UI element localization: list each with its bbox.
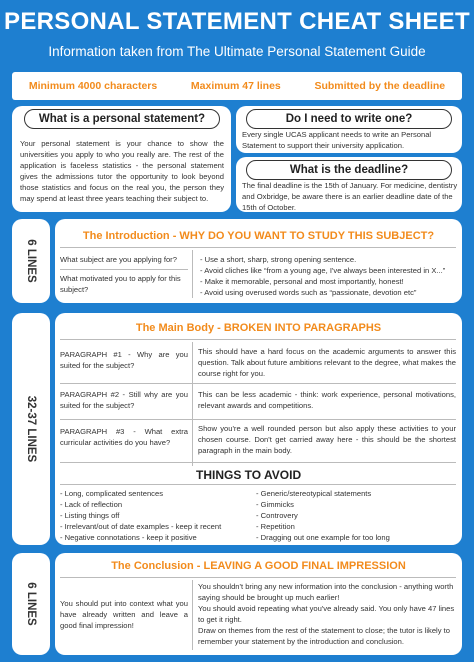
divider: [60, 484, 456, 485]
main-body-heading: The Main Body - BROKEN INTO PARAGRAPHS: [135, 322, 382, 334]
paragraph-3-label: PARAGRAPH #3 - What extra curricular activities do you have?: [60, 427, 188, 447]
conclusion-lines-label: 6 LINES: [25, 582, 37, 626]
divider: [60, 577, 456, 578]
intro-lines-label: 6 LINES: [25, 239, 37, 283]
divider: [60, 339, 456, 340]
need-to-write-body: Every single UCAS applicant needs to write an Personal Statement to support their university application.: [242, 130, 432, 150]
deadline-body: The final deadline is the 15th of January. For medicine, dentistry and Oxbridge, be aware there is an earlier deadline date of the 15th of October.: [242, 181, 458, 212]
list-item: - Gimmicks: [256, 500, 294, 509]
introduction-heading: The Introduction - WHY DO YOU WANT TO STUDY THIS SUBJECT?: [82, 230, 435, 242]
main-body-lines-label: 32-37 LINES: [25, 395, 37, 463]
paragraph-1-text: This should have a hard focus on the academic arguments to answer this question. Talk about future ambitions relevant to the degree, what makes the course right for you.: [198, 347, 456, 378]
list-item: - Irrelevant/out of date examples - keep it recent: [60, 522, 222, 531]
list-item: - Listing things off: [60, 511, 120, 520]
requirement-characters: Minimum 4000 characters: [28, 80, 158, 92]
list-item: - Use a short, sharp, strong opening sentence.: [200, 255, 357, 264]
conclusion-right-text: [198, 581, 456, 647]
intro-tips: [200, 254, 458, 298]
list-item: - Avoid cliches like “from a young age, I've always been interested in X...”: [200, 266, 446, 275]
things-to-avoid-title: THINGS TO AVOID: [196, 468, 302, 482]
list-item: - Negative connotations - keep it positive: [60, 533, 197, 542]
list-item: - Lack of reflection: [60, 500, 123, 509]
list-item: - Dragging out one example for too long: [256, 533, 390, 542]
divider: [60, 247, 456, 248]
need-to-write-title: Do I need to write one?: [246, 109, 452, 129]
deadline-title: What is the deadline?: [246, 160, 452, 180]
divider: [60, 269, 188, 270]
paragraph-2-text: This can be less academic - think: work experience, personal motivations, relevant awards and competitions.: [198, 390, 456, 410]
intro-side-tab: [12, 219, 50, 303]
paragraph-2-label: PARAGRAPH #2 - Still why are you suited for the subject?: [60, 390, 188, 410]
list-item: You shouldn't bring any new information into the conclusion - anything worth saying should be brought up much earlier!: [198, 582, 454, 602]
divider: [192, 250, 193, 298]
conclusion-heading: The Conclusion - LEAVING A GOOD FINAL IMPRESSION: [111, 560, 406, 572]
main-body-side-tab: [12, 313, 50, 545]
divider: [60, 419, 456, 420]
conclusion-side-tab: [12, 553, 50, 655]
list-item: Draw on themes from the rest of the statement to close; the tutor is likely to remember your statement by the introduction and conclusion.: [198, 626, 450, 646]
requirements-bar: [12, 72, 462, 100]
what-is-title: What is a personal statement?: [24, 109, 220, 129]
list-item: You should avoid repeating what you've already said. You only have 47 lines to get it right.: [198, 604, 455, 624]
divider: [60, 462, 456, 463]
divider: [192, 342, 193, 466]
divider: [192, 580, 193, 650]
divider: [60, 383, 456, 384]
requirement-deadline: Submitted by the deadline: [314, 80, 446, 92]
intro-question-motivation: What motivated you to apply for this subject?: [60, 274, 181, 294]
list-item: - Make it memorable, personal and most importantly, honest!: [200, 277, 404, 286]
list-item: - Long, complicated sentences: [60, 489, 163, 498]
paragraph-1-label: PARAGRAPH #1 - Why are you suited for the subject?: [60, 350, 188, 370]
what-is-body: Your personal statement is your chance to show the universities you apply to who you really are. The rest of the application is faceless statistics - the personal statement gives the admissions tutor the opportunity to look beyond those statistics and focus on the real you, the person they may spend at least three years teaching their subject to.: [20, 139, 224, 203]
page-subtitle: Information taken from The Ultimate Personal Statement Guide: [48, 44, 426, 59]
list-item: - Generic/stereotypical statements: [256, 489, 372, 498]
list-item: - Avoid using overused words such as “passionate, devotion etc”: [200, 288, 417, 297]
list-item: - Repetition: [256, 522, 295, 531]
avoid-list-left: [60, 488, 250, 543]
page-title: PERSONAL STATEMENT CHEAT SHEET: [4, 8, 470, 35]
list-item: - Controvery: [256, 511, 298, 520]
requirement-lines: Maximum 47 lines: [190, 80, 281, 92]
avoid-list-right: [256, 488, 456, 543]
intro-question-subject: What subject are you applying for?: [60, 255, 177, 264]
paragraph-3-text: Show you're a well rounded person but also apply these activities to your chosen course. Don't get carried away here - this should be the shortest paragraph in the main body.: [198, 424, 456, 455]
conclusion-left-text: You should put into context what you have already written and leave a good final impression!: [60, 599, 188, 630]
